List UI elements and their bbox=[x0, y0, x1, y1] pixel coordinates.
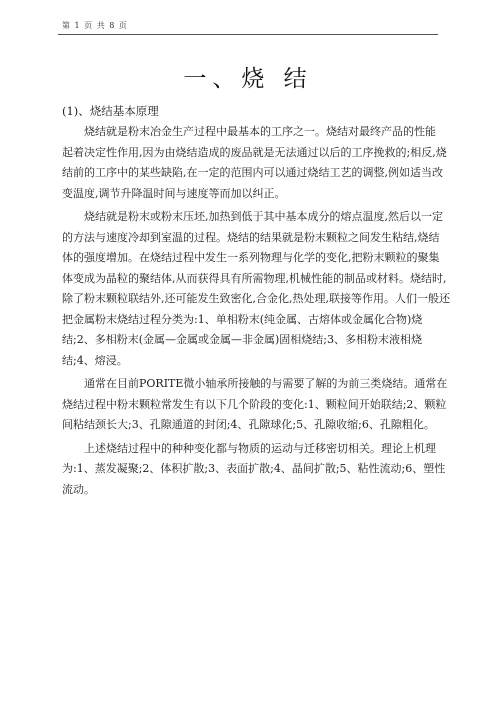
paragraph: 烧结就是粉末或粉末压坯,加热到低于其中基本成分的熔点温度,然后以一定的方法与速度冷却到室温的过程。烧结的结果就是粉末颗粒之间发生粘结,烧结体的强度增加。在烧结过程中发生一系列物理与化学的变化,把粉末颗粒的聚集体变成为晶粒的聚结体,从而获得具有所需物理,机械性能的制品或材料。烧结时,除了粉末颗粒联结外,还可能发生致密化,合金化,热处理,联接等作用。人们一般还把金属粉末烧结过程分类为:1、单相粉末(纯金属、古熔体或金属化合物)烧结;2、多相粉末(金属—金属或金属—非金属)固相烧结;3、多相粉末液相烧结;4、熔浸。 bbox=[62, 210, 450, 367]
section-heading: (1)、烧结基本原理 bbox=[62, 104, 159, 118]
page-number-header: 第 1 页 共 8 页 bbox=[62, 21, 128, 30]
document-body bbox=[62, 122, 450, 500]
paragraph: 起着决定性作用,因为由烧结造成的废品就是无法通过以后的工序挽救的;相反,烧结前的工序中的某些缺陷,在一定的范围内可以通过烧结工艺的调整,例如适当改变温度,调节升降温时间与速度等而加以纠正。 bbox=[62, 145, 447, 200]
paragraph: 烧结就是粉末冶金生产过程中最基本的工序之一。烧结对最终产品的性能 bbox=[84, 125, 436, 138]
paragraph: 上述烧结过程中的种种变化都与物质的运动与迁移密切相关。理论上机理为:1、蒸发凝聚;2、体积扩散;3、表面扩散;4、晶间扩散;5、粘性流动;6、塑性流动。 bbox=[62, 441, 446, 496]
document-title: 一、烧 结 bbox=[183, 66, 313, 92]
header-divider bbox=[58, 34, 438, 35]
paragraph: 通常在目前PORITE微小轴承所接触的与需要了解的为前三类烧结。通常在烧结过程中粉末颗粒常发生有以下几个阶段的变化:1、颗粒间开始联结;2、颗粒间粘结颈长大;3、孔隙通道的封闭;4、孔隙球化;5、孔隙收缩;6、孔隙粗化。 bbox=[62, 377, 448, 431]
